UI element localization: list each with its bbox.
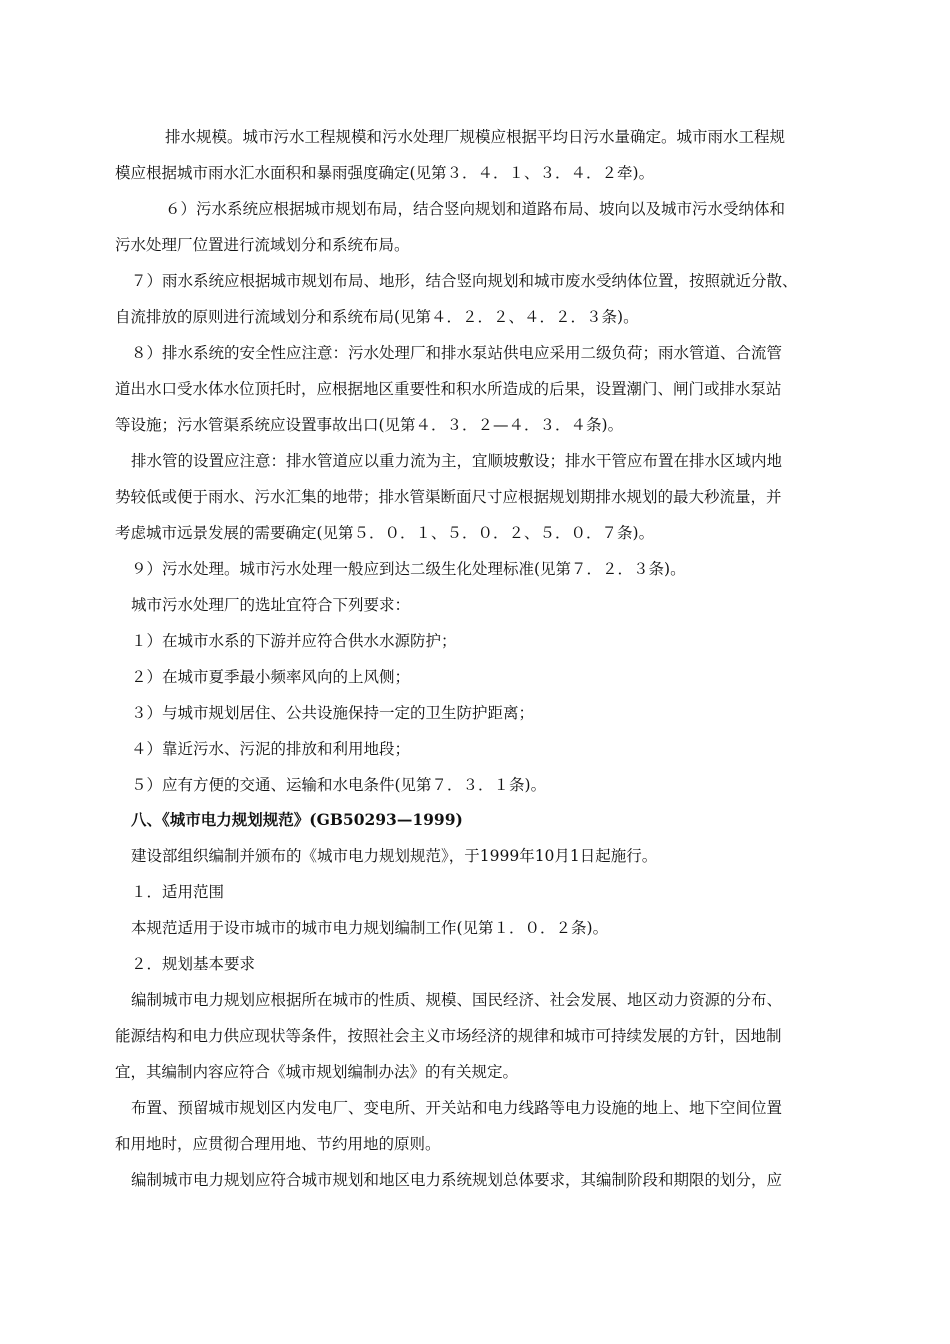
list-item: １）在城市水系的下游并应符合供水水源防护； bbox=[131, 632, 457, 650]
paragraph-line: 道出水口受水体水位顶托时，应根据地区重要性和积水所造成的后果，设置潮门、闸门或排水泵站 bbox=[115, 380, 782, 398]
paragraph-line: ９）污水处理。城市污水处理一般应到达二级生化处理标准(见第７．２．３条)。 bbox=[131, 560, 686, 578]
list-item: ４）靠近污水、污泥的排放和利用地段； bbox=[131, 740, 411, 758]
paragraph-line: 编制城市电力规划应符合城市规划和地区电力系统规划总体要求，其编制阶段和期限的划分，应 bbox=[131, 1171, 783, 1189]
paragraph-line: 城市污水处理厂的选址宜符合下列要求： bbox=[131, 596, 411, 614]
list-item: ３）与城市规划居住、公共设施保持一定的卫生防护距离； bbox=[131, 704, 535, 722]
section-heading: 八、《城市电力规划规范》(GB50293—1999) bbox=[131, 810, 463, 829]
paragraph-line: 等设施；污水管渠系统应设置事故出口(见第４．３．２—４．３．４条)。 bbox=[115, 416, 624, 434]
paragraph-line: 排水规模。城市污水工程规模和污水处理厂规模应根据平均日污水量确定。城市雨水工程规 bbox=[165, 128, 786, 146]
paragraph-line: ６）污水系统应根据城市规划布局，结合竖向规划和道路布局、坡向以及城市污水受纳体和 bbox=[165, 200, 786, 218]
paragraph-line: 考虑城市远景发展的需要确定(见第５．０．１、５．０．２、５．０．７条)。 bbox=[115, 524, 655, 542]
paragraph-line: 污水处理厂位置进行流域划分和系统布局。 bbox=[115, 236, 410, 254]
list-item: ２）在城市夏季最小频率风向的上风侧； bbox=[131, 668, 411, 686]
paragraph-line: 布置、预留城市规划区内发电厂、变电所、开关站和电力线路等电力设施的地上、地下空间位置 bbox=[131, 1099, 783, 1117]
paragraph-line: 和用地时，应贯彻合理用地、节约用地的原则。 bbox=[115, 1135, 441, 1153]
list-item: ５）应有方便的交通、运输和水电条件(见第７．３．１条)。 bbox=[131, 776, 547, 794]
subsection-heading: ２．规划基本要求 bbox=[131, 955, 256, 973]
paragraph-line: 自流排放的原则进行流域划分和系统布局(见第４．２．２、４．２．３条)。 bbox=[115, 308, 639, 326]
paragraph-line: 编制城市电力规划应根据所在城市的性质、规模、国民经济、社会发展、地区动力资源的分布、 bbox=[131, 991, 783, 1009]
paragraph-line: ７）雨水系统应根据城市规划布局、地形，结合竖向规划和城市废水受纳体位置，按照就近分散、 bbox=[131, 272, 798, 290]
paragraph-line: ８）排水系统的安全性应注意：污水处理厂和排水泵站供电应采用二级负荷；雨水管道、合流管 bbox=[131, 344, 783, 362]
paragraph-line: 势较低或便于雨水、污水汇集的地带；排水管渠断面尺寸应根据规划期排水规划的最大秒流量，并 bbox=[115, 488, 782, 506]
paragraph-line: 模应根据城市雨水汇水面积和暴雨强度确定(见第３．４．１、３．４．２牵)。 bbox=[115, 164, 655, 182]
paragraph-line: 本规范适用于设市城市的城市电力规划编制工作(见第１．０．２条)。 bbox=[131, 919, 609, 937]
paragraph-line: 建设部组织编制并颁布的《城市电力规划规范》，于1999年10月1日起施行。 bbox=[131, 847, 658, 865]
paragraph-line: 能源结构和电力供应现状等条件，按照社会主义市场经济的规律和城市可持续发展的方针，因地制 bbox=[115, 1027, 782, 1045]
subsection-heading: １．适用范围 bbox=[131, 883, 225, 901]
paragraph-line: 宜，其编制内容应符合《城市规划编制办法》的有关规定。 bbox=[115, 1063, 519, 1081]
paragraph-line: 排水管的设置应注意：排水管道应以重力流为主，宜顺坡敷设；排水干管应布置在排水区域内地 bbox=[131, 452, 783, 470]
